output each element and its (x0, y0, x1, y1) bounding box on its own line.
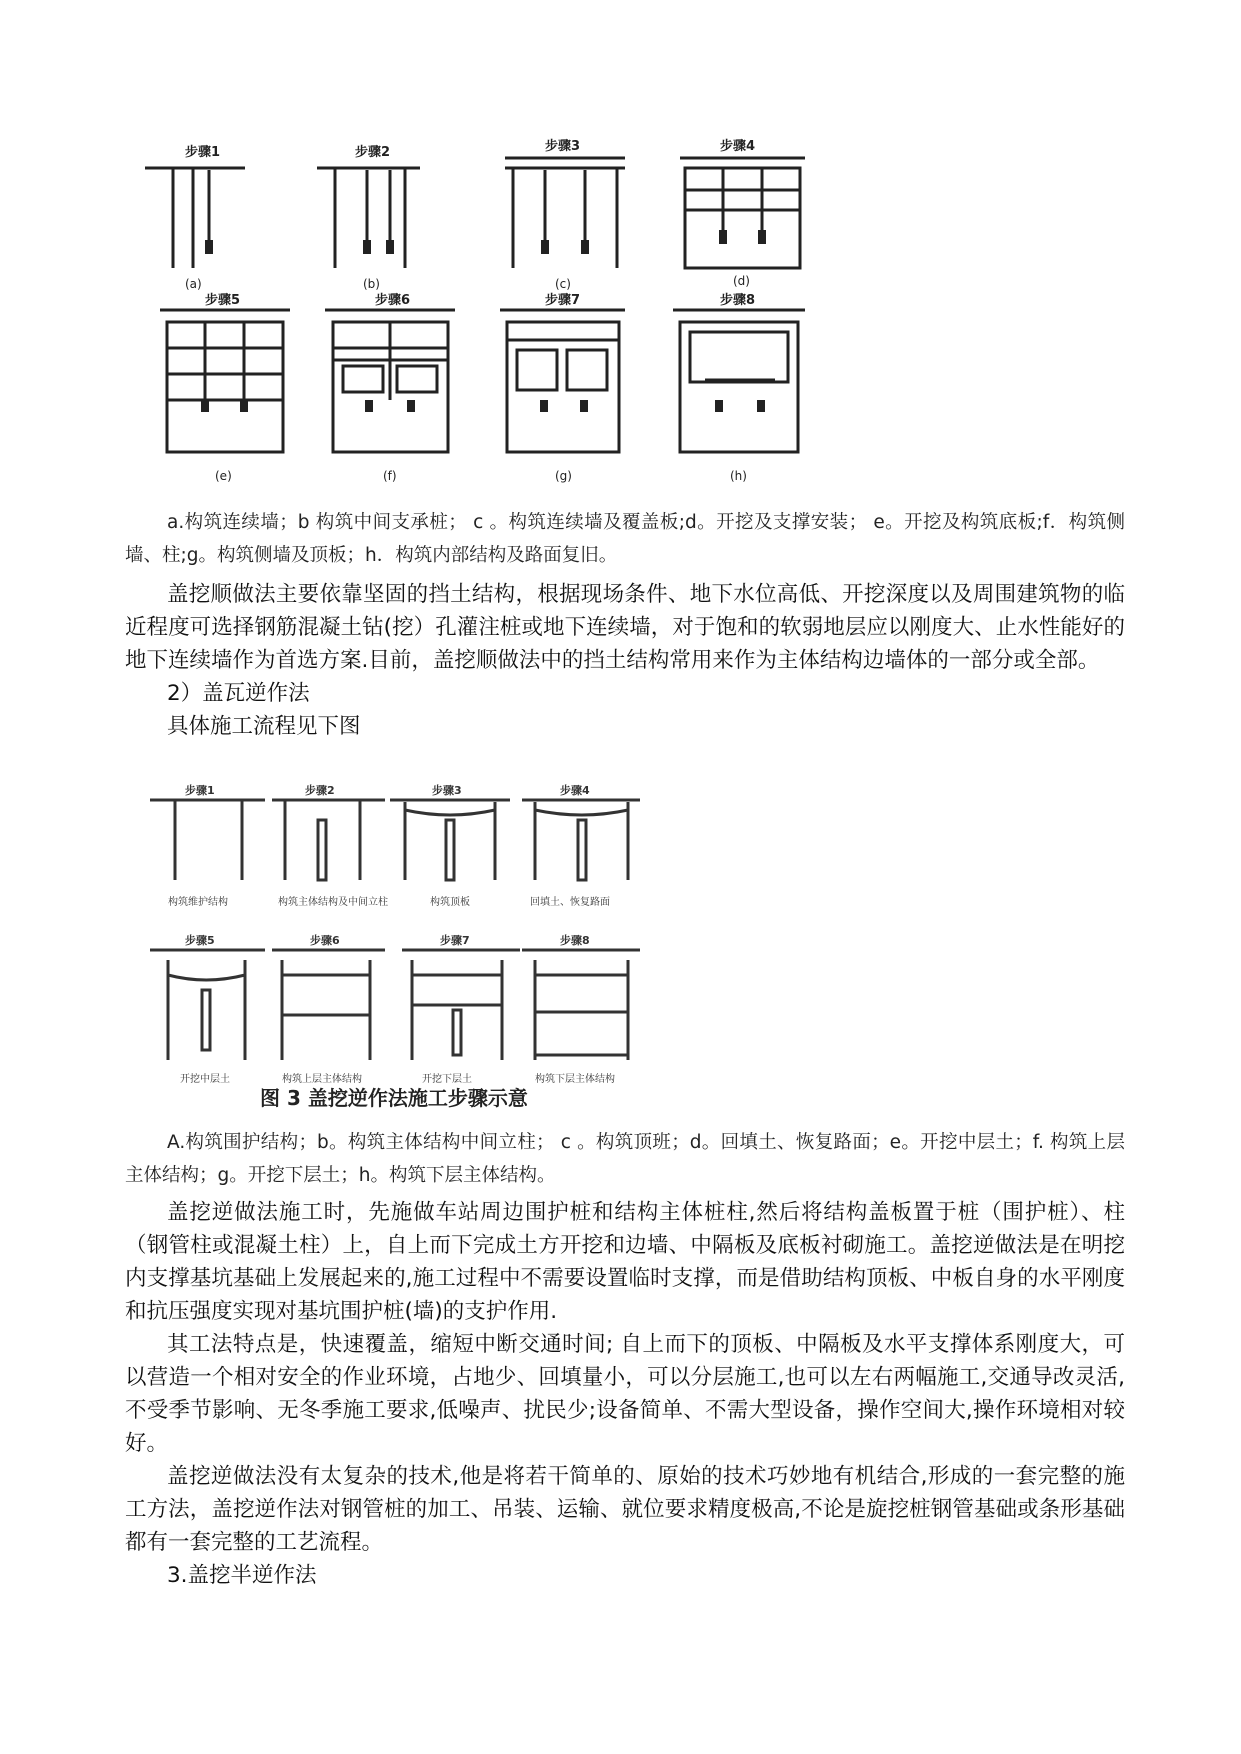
step-label: 步骤1 (185, 145, 221, 160)
panel-letter: (f) (383, 469, 397, 483)
figure-caption-1 (125, 506, 1125, 572)
caption-text: a.构筑连续墙；b 构筑中间支承桩； c 。构筑连续墙及覆盖板;d。开挖及支撑安装； e。开挖及构筑底板;f．构筑侧墙、柱;g。构筑侧墙及顶板；h．构筑内部结构及路面复旧。 (125, 512, 1125, 566)
step-label: 步骤7 (545, 293, 581, 308)
step-label: 步骤6 (310, 934, 340, 947)
step-label: 步骤3 (545, 139, 581, 154)
body-section-1 (125, 578, 1125, 743)
step-label: 步骤5 (185, 934, 215, 947)
step-label: 步骤3 (432, 784, 462, 797)
section-heading: 3.盖挖半逆作法 (167, 1563, 317, 1588)
panel-letter: (c) (555, 277, 571, 291)
paragraph: 盖挖逆做法施工时，先施做车站周边围护桩和结构主体桩柱,然后将结构盖板置于桩（围护桩）、柱（钢管柱或混凝土柱）上，自上而下完成土方开挖和边墙、中隔板及底板衬砌施工。盖挖逆做法是在明挖内支撑基坑基础上发展起来的,施工过程中不需要设置临时支撑，而是借助结构顶板、中板自身的水平刚度和抗压强度实现对基坑围护桩(墙)的支护作用. (125, 1200, 1125, 1324)
panel-label: 开挖下层土 (422, 1074, 472, 1085)
panel-letter: (e) (215, 469, 232, 483)
panel-letter: (g) (555, 469, 572, 483)
paragraph: 其工法特点是，快速覆盖，缩短中断交通时间; 自上而下的顶板、中隔板及水平支撑体系刚度大，可以营造一个相对安全的作业环境，占地少、回填量小，可以分层施工,也可以左右两幅施工,交通导改灵活,不受季节影响、无冬季施工要求,低噪声、扰民少;设备简单、不需大型设备，操作空间大,操作环境相对较好。 (125, 1332, 1125, 1456)
panel-label: 构筑主体结构及中间立柱 (278, 897, 388, 908)
figure-caption-2 (125, 1126, 1125, 1192)
body-section-2 (125, 1196, 1125, 1592)
panel-label: 构筑维护结构 (168, 897, 228, 908)
panel-letter: (h) (730, 469, 747, 483)
step-label: 步骤1 (185, 784, 215, 797)
construction-steps-figure-bottom (150, 780, 720, 1110)
step-label: 步骤6 (375, 293, 411, 308)
paragraph: 盖挖顺做法主要依靠坚固的挡土结构，根据现场条件、地下水位高低、开挖深度以及周围建筑物的临近程度可选择钢筋混凝土钻(挖）孔灌注桩或地下连续墙，对于饱和的软弱地层应以刚度大、止水性能好的地下连续墙作为首选方案.目前，盖挖顺做法中的挡土结构常用来作为主体结构边墙体的一部分或全部。 (125, 582, 1125, 673)
step-label: 步骤2 (355, 145, 391, 160)
panel-letter: (d) (733, 274, 750, 288)
step-label: 步骤7 (440, 934, 470, 947)
flow-intro: 具体施工流程见下图 (167, 714, 361, 739)
figure-title: 图 3 盖挖逆作法施工步骤示意 (260, 1086, 528, 1110)
caption-text: A.构筑围护结构；b。构筑主体结构中间立柱； c 。构筑顶班；d。回填土、恢复路面；e。开挖中层土；f. 构筑上层主体结构；g。开挖下层土；h。构筑下层主体结构。 (125, 1132, 1125, 1186)
step-label: 步骤2 (305, 784, 335, 797)
panel-label: 构筑顶板 (430, 897, 470, 908)
panel-letter: (b) (363, 277, 380, 291)
step-label: 步骤8 (560, 934, 590, 947)
panel-label: 构筑下层主体结构 (535, 1074, 615, 1085)
step-label: 步骤8 (720, 293, 756, 308)
step-label: 步骤4 (560, 784, 590, 797)
panel-label: 开挖中层土 (180, 1074, 230, 1085)
panel-letter: (a) (185, 277, 202, 291)
section-heading: 2）盖瓦逆作法 (167, 681, 310, 706)
paragraph: 盖挖逆做法没有太复杂的技术,他是将若干简单的、原始的技术巧妙地有机结合,形成的一套完整的施工方法，盖挖逆作法对钢管桩的加工、吊装、运输、就位要求精度极高,不论是旋挖桩钢管基础或条形基础都有一套完整的工艺流程。 (125, 1464, 1125, 1555)
step-label: 步骤5 (205, 293, 241, 308)
panel-label: 构筑上层主体结构 (282, 1074, 362, 1085)
construction-steps-figure-top (145, 130, 925, 510)
panel-label: 回填土、恢复路面 (530, 897, 610, 908)
step-label: 步骤4 (720, 139, 756, 154)
